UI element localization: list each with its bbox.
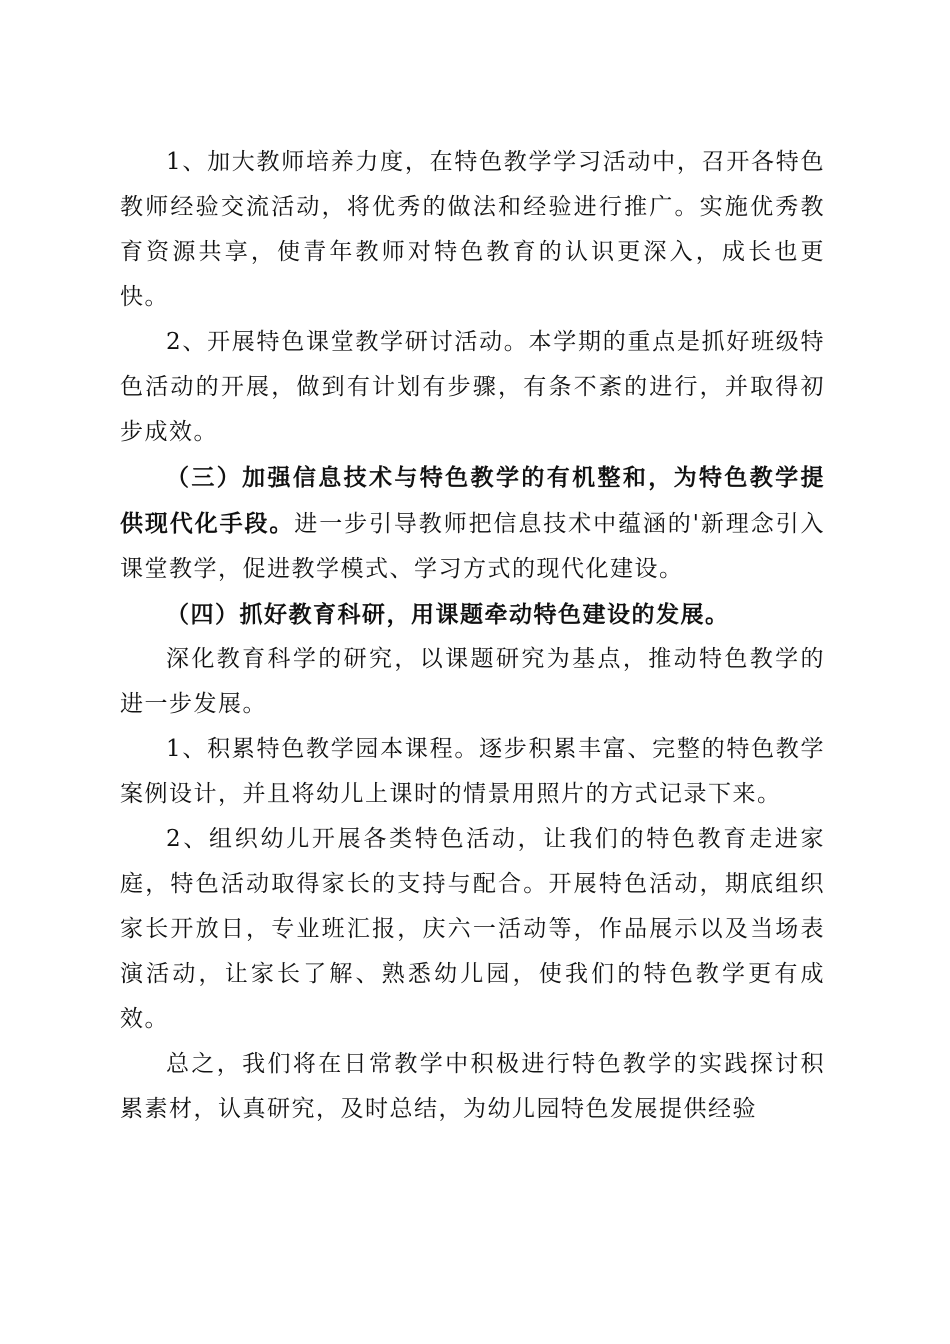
document-body	[120, 140, 825, 1132]
section-3-heading: （三）加强信息技术与特色教学的有机整和，为特色教学提供现代化手段。	[120, 464, 825, 537]
section-3-paragraph	[120, 455, 825, 592]
section-4-heading: （四）抓好教育科研，用课题牵动特色建设的发展。	[166, 601, 730, 628]
paragraph-summary: 总之，我们将在日常教学中积极进行特色教学的实践探讨积累素材，认真研究，及时总结，为幼儿园特色发展提供经验	[120, 1051, 825, 1122]
section-3-body: 进一步引导教师把信息技术中蕴涵的'新理念引入课堂教学，促进教学模式、学习方式的现代化建设。	[120, 511, 825, 582]
paragraph-teacher-training: 1、加大教师培养力度，在特色教学学习活动中，召开各特色教师经验交流活动，将优秀的做法和经验进行推广。实施优秀教育资源共享，使青年教师对特色教育的认识更深入，成长也更快。	[120, 149, 825, 310]
paragraph-curriculum: 1、积累特色教学园本课程。逐步积累丰富、完整的特色教学案例设计，并且将幼儿上课时的情景用照片的方式记录下来。	[120, 736, 825, 807]
paragraph-classroom-research: 2、开展特色课堂教学研讨活动。本学期的重点是抓好班级特色活动的开展，做到有计划有步骤，有条不紊的进行，并取得初步成效。	[120, 329, 825, 445]
paragraph-activities: 2、组织幼儿开展各类特色活动，让我们的特色教育走进家庭，特色活动取得家长的支持与配合。开展特色活动，期底组织家长开放日，专业班汇报，庆六一活动等，作品展示以及当场表演活动，让家长了解、熟悉幼儿园，使我们的特色教学更有成效。	[120, 826, 825, 1032]
paragraph-research-intro: 深化教育科学的研究，以课题研究为基点，推动特色教学的进一步发展。	[120, 646, 825, 717]
